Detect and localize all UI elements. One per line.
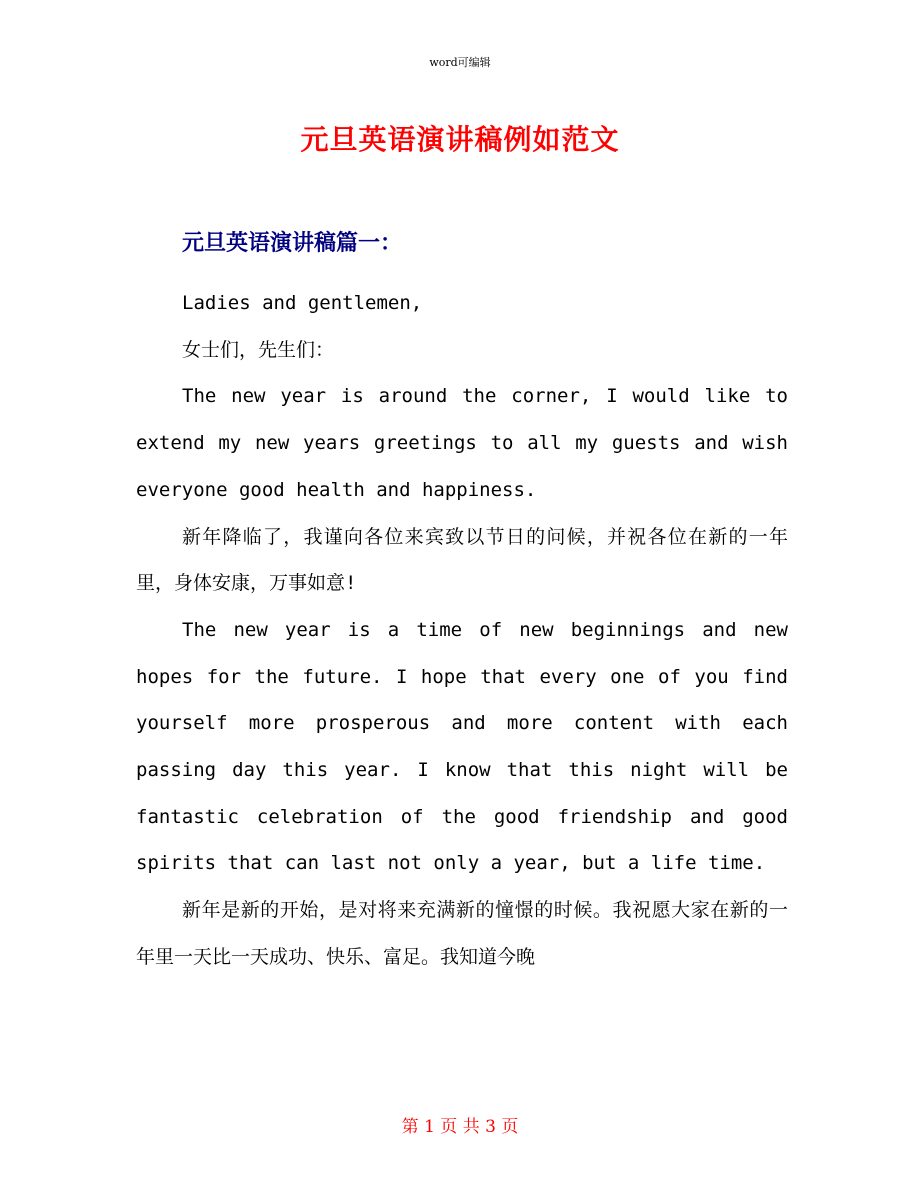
paragraph-beginnings-en: The new year is a time of new beginnings and new hopes for the future. I hope that every one of you find yourself more prosperous and more content with each passing day this year. I know that this night will be fantastic celebration of the good friendship and good spirits that can last not only a year, but a life time. [136, 618, 788, 875]
paragraph-greeting-en: Ladies and gentlemen, [182, 292, 423, 314]
page-number-footer: 第 1 页 共 3 页 [401, 1117, 519, 1137]
section-heading: 元旦英语演讲稿篇一： [182, 231, 403, 256]
paragraph-beginnings-zh: 新年是新的开始，是对将来充满新的憧憬的时候。我祝愿大家在新的一年里一天比一天成功、快乐、富足。我知道今晚 [136, 899, 788, 968]
document-body [136, 280, 788, 981]
paragraph-new-year-en: The new year is around the corner, I would like to extend my new years greetings to all my guests and wish everyone good health and happiness. [136, 385, 788, 501]
document-title: 元旦英语演讲稿例如范文 [300, 123, 620, 156]
header-note: word可编辑 [429, 56, 491, 69]
paragraph-greeting-zh: 女士们，先生们： [182, 338, 335, 361]
paragraph-new-year-zh: 新年降临了，我谨向各位来宾致以节日的问候，并祝各位在新的一年里，身体安康，万事如意! [136, 525, 788, 595]
